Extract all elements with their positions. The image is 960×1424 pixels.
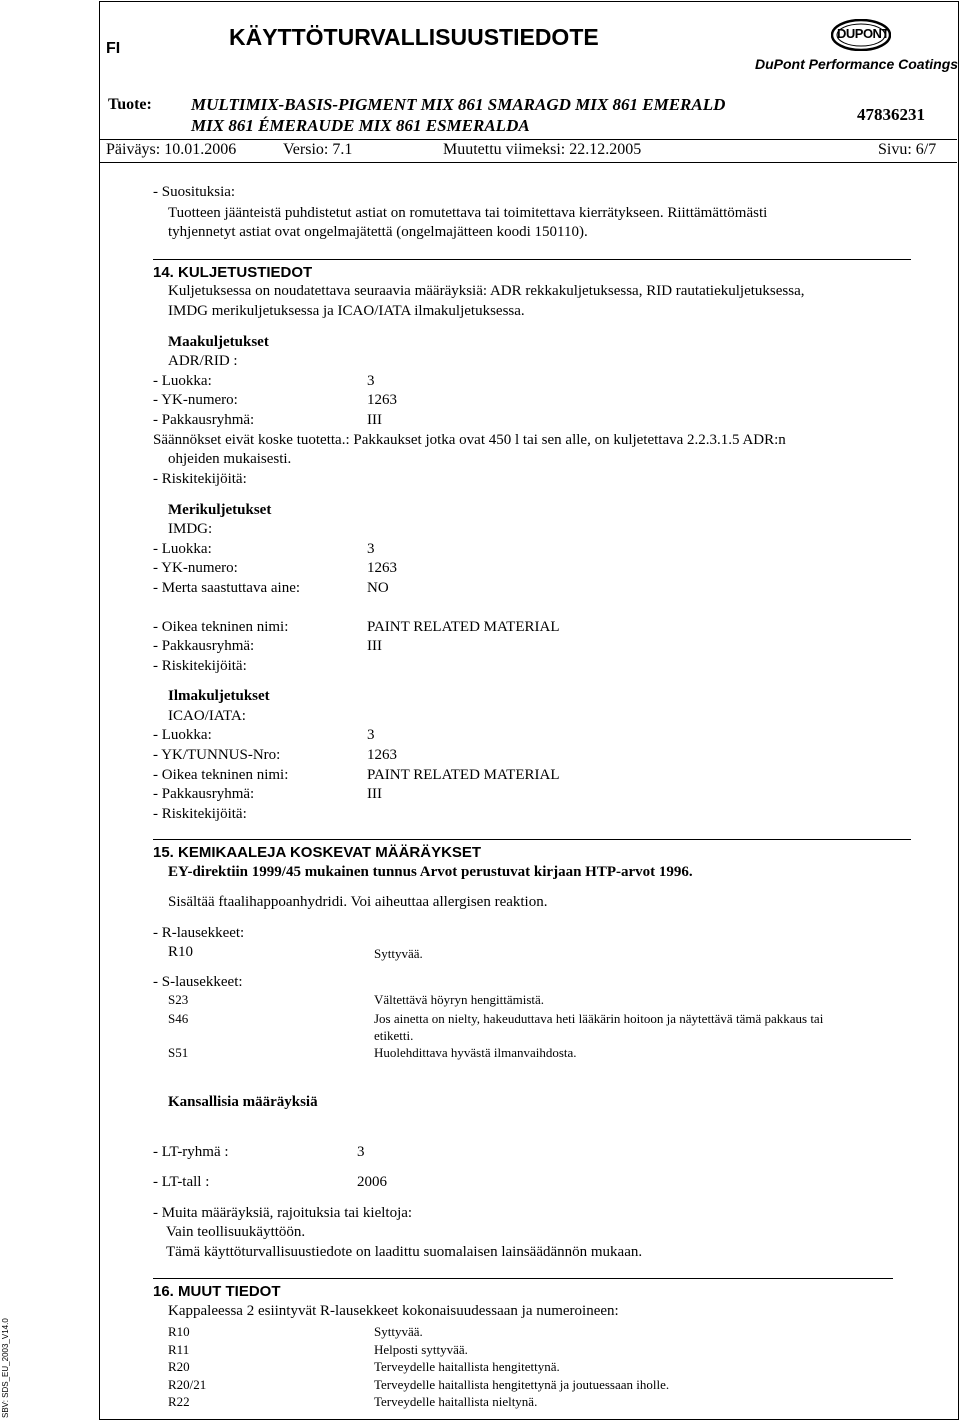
s-phrases-label: - S-lausekkeet:	[153, 974, 243, 990]
sea-row-value: 3	[367, 541, 375, 557]
r-text: Terveydelle haitallista nieltynä.	[374, 1394, 538, 1409]
air-row-value: III	[367, 786, 382, 802]
r-phrase-code: R10	[168, 944, 194, 960]
product-name-line1: MULTIMIX-BASIS-PIGMENT MIX 861 SMARAGD MIX 861 EMERALD	[191, 95, 726, 114]
transport-intro: Kuljetuksessa on noudatettava seuraavia määräyksiä: ADR rekkakuljetuksessa, RID rautatiekuljetuksessa,	[168, 283, 805, 299]
section-16-heading: 16. MUUT TIEDOT	[153, 1283, 281, 1300]
s-phrase-text: Huolehdittava hyvästä ilmanvaihdosta.	[374, 1045, 577, 1060]
lt-tall-label: - LT-tall :	[153, 1174, 210, 1190]
sea-transport-title: Merikuljetukset	[168, 502, 272, 518]
directive-text: EY-direktiin 1999/45 mukainen tunnus Arvot perustuvat kirjaan HTP-arvot 1996.	[168, 864, 693, 880]
r-code: R22	[168, 1394, 190, 1409]
recommendation-line: Tuotteen jäänteistä puhdistetut astiat on romutettava tai toimitettava kierrätykseen. Riittämättömästi	[168, 205, 768, 221]
r-phrases-label: - R-lausekkeet:	[153, 925, 245, 941]
sea-row-value: NO	[367, 580, 389, 596]
land-row-label: - YK-numero:	[153, 392, 238, 408]
r-code: R20	[168, 1359, 190, 1374]
lt-tall-value: 2006	[357, 1174, 387, 1190]
language-code: FI	[106, 40, 121, 57]
sea-row-label: - Oikea tekninen nimi:	[153, 619, 289, 635]
air-row-label: - Pakkausryhmä:	[153, 786, 255, 802]
land-transport-subtitle: ADR/RID :	[168, 353, 238, 369]
sea-row-value: PAINT RELATED MATERIAL	[367, 619, 560, 635]
sea-row-label: - Riskitekijöitä:	[153, 658, 247, 674]
land-risk-label: - Riskitekijöitä:	[153, 471, 247, 487]
air-transport-title: Ilmakuljetukset	[168, 688, 270, 704]
air-row-label: - Riskitekijöitä:	[153, 806, 247, 822]
page-number: Sivu: 6/7	[878, 141, 937, 158]
sea-row-label: - Luokka:	[153, 541, 212, 557]
air-row-value: PAINT RELATED MATERIAL	[367, 767, 560, 783]
product-label: Tuote:	[108, 96, 152, 113]
s-phrase-code: S51	[168, 1045, 189, 1060]
side-version-text: SBV: SDS_EU_2003_V14.0	[1, 1318, 10, 1418]
s-phrase-text: etiketti.	[374, 1028, 414, 1043]
air-transport-subtitle: ICAO/IATA:	[168, 708, 246, 724]
last-modified: Muutettu viimeksi: 22.12.2005	[443, 141, 642, 158]
recommendations-label: - Suosituksia:	[153, 184, 236, 200]
product-code: 47836231	[857, 105, 925, 124]
brand-name: DuPont Performance Coatings	[755, 56, 959, 72]
land-transport-title: Maakuljetukset	[168, 334, 269, 350]
r-code: R11	[168, 1342, 190, 1357]
r-code: R10	[168, 1324, 190, 1339]
r-code: R20/21	[168, 1377, 207, 1392]
s-phrase-text: Jos ainetta on nielty, hakeuduttava heti lääkärin hoitoon ja näytettävä tämä pakkaus tai	[374, 1011, 824, 1026]
sea-row-label: - Merta saastuttava aine:	[153, 580, 301, 596]
sea-row-value: 1263	[367, 560, 397, 576]
issue-date: Päiväys: 10.01.2006	[106, 141, 237, 158]
air-row-value: 3	[367, 727, 375, 743]
s-phrase-code: S46	[168, 1011, 189, 1026]
other-regulations-line: Vain teollisuukäyttöön.	[166, 1224, 306, 1240]
sea-transport-subtitle: IMDG:	[168, 521, 213, 537]
air-row-value: 1263	[367, 747, 397, 763]
land-row-value: 1263	[367, 392, 397, 408]
recommendation-line: tyhjennetyt astiat ovat ongelmajätettä (ongelmajätteen koodi 150110).	[168, 224, 588, 240]
air-row-label: - YK/TUNNUS-Nro:	[153, 747, 281, 763]
document-title: KÄYTTÖTURVALLISUUSTIEDOTE	[229, 24, 599, 50]
land-row-value: 3	[367, 373, 375, 389]
r-text: Terveydelle haitallista hengitettynä.	[374, 1359, 560, 1374]
sea-row-label: - Pakkausryhmä:	[153, 638, 255, 654]
land-row-value: III	[367, 412, 382, 428]
regulation-note: Säännökset eivät koske tuotetta.: Pakkaukset jotka ovat 450 l tai sen alle, on kuljetettava 2.2.3.1.5 ADR:n	[153, 432, 786, 448]
document-page	[99, 1, 959, 1420]
sea-row-value: III	[367, 638, 382, 654]
s-phrase-text: Vältettävä höyryn hengittämistä.	[374, 992, 545, 1007]
sea-row-label: - YK-numero:	[153, 560, 238, 576]
r-phrase-text: Syttyvää.	[374, 946, 423, 961]
section-14-heading: 14. KULJETUSTIEDOT	[153, 264, 313, 281]
lt-group-label: - LT-ryhmä :	[153, 1144, 229, 1160]
other-regulations-label: - Muita määräyksiä, rajoituksia tai kieltoja:	[153, 1205, 413, 1221]
other-regulations-line: Tämä käyttöturvallisuustiedote on laadittu suomalaisen lainsäädännön mukaan.	[166, 1244, 643, 1260]
r-text: Syttyvää.	[374, 1324, 423, 1339]
r-text: Helposti syttyvää.	[374, 1342, 468, 1357]
air-row-label: - Luokka:	[153, 727, 212, 743]
land-row-label: - Luokka:	[153, 373, 212, 389]
version: Versio: 7.1	[283, 141, 353, 158]
other-info-intro: Kappaleessa 2 esiintyvät R-lausekkeet kokonaisuudessaan ja numeroineen:	[168, 1303, 619, 1319]
s-phrase-code: S23	[168, 992, 189, 1007]
transport-intro: IMDG merikuljetuksessa ja ICAO/IATA ilmakuljetuksessa.	[168, 303, 525, 319]
regulation-note: ohjeiden mukaisesti.	[168, 451, 292, 467]
land-row-label: - Pakkausryhmä:	[153, 412, 255, 428]
dupont-logo	[831, 19, 891, 51]
lt-group-value: 3	[357, 1144, 365, 1160]
contains-text: Sisältää ftaalihappoanhydridi. Voi aiheuttaa allergisen reaktion.	[168, 894, 548, 910]
section-15-heading: 15. KEMIKAALEJA KOSKEVAT MÄÄRÄYKSET	[153, 844, 482, 861]
r-text: Terveydelle haitallista hengitettynä ja joutuessaan iholle.	[374, 1377, 670, 1392]
national-regulations-title: Kansallisia määräyksiä	[168, 1094, 318, 1110]
product-name-line2: MIX 861 ÉMERAUDE MIX 861 ESMERALDA	[191, 116, 530, 135]
logo-text: DUPONT	[837, 26, 889, 41]
air-row-label: - Oikea tekninen nimi:	[153, 767, 289, 783]
